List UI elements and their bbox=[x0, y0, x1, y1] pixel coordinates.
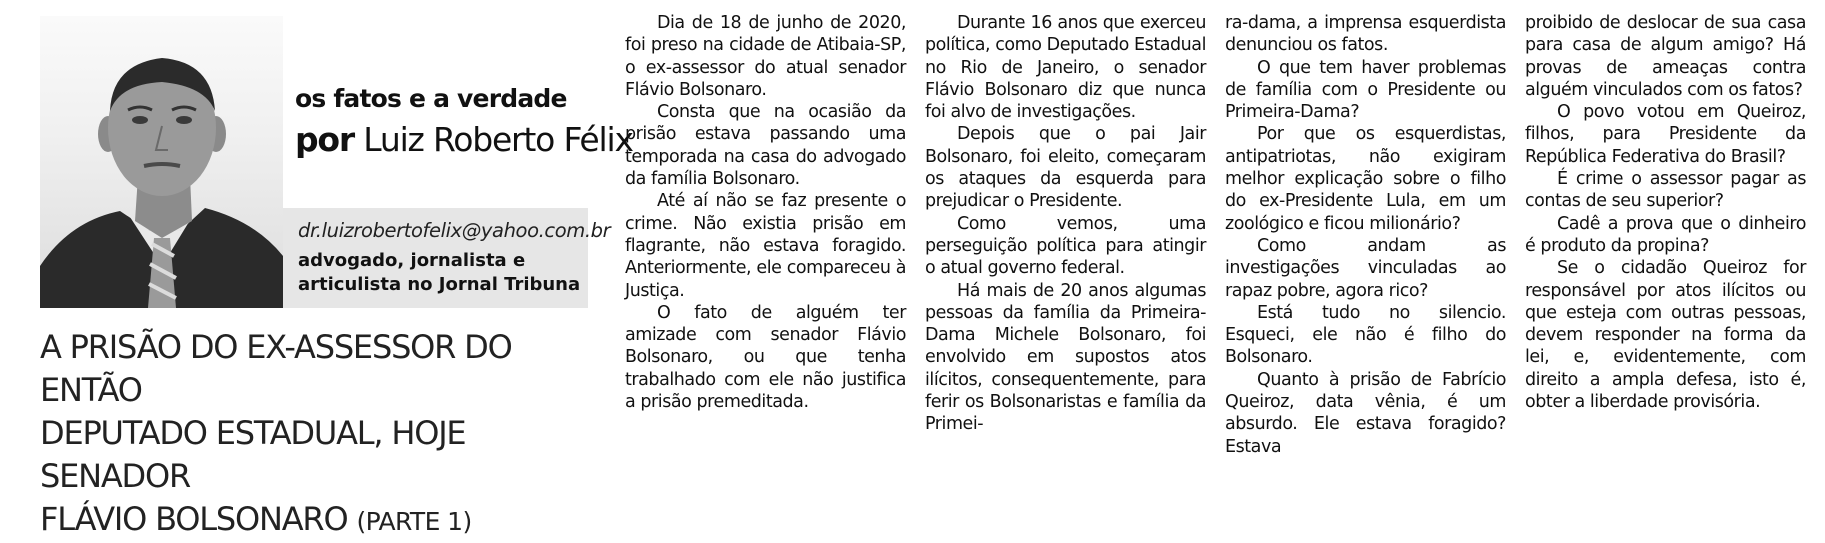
paragraph: É crime o assessor pagar as contas de seu superior? bbox=[1525, 169, 1806, 212]
author-bio bbox=[298, 249, 588, 297]
paragraph: Consta que na ocasião da prisão estava passando uma temporada na casa do advogado da família Bolsonaro. bbox=[625, 102, 906, 190]
paragraph: Como andam as investigações vinculadas ao rapaz pobre, agora rico? bbox=[1225, 235, 1506, 301]
headline-line: DEPUTADO ESTADUAL, HOJE SENADOR bbox=[40, 414, 466, 495]
paragraph: Se o cidadão Queiroz for responsável por atos ilícitos ou que esteja com outras pessoas, devem responder na forma da lei, e, evidentemente, com direito a ampla defesa, isto é, obter a liberdade provisória. bbox=[1525, 258, 1806, 413]
paragraph: Dia de 18 de junho de 2020, foi preso na cidade de Atibaia-SP, o ex-assessor do atual senador Flávio Bolsonaro. bbox=[625, 13, 906, 100]
paragraph: Durante 16 anos que exerceu política, como Deputado Estadual no Rio de Janeiro, o senador Flávio Bolsonaro diz que nunca foi alvo de investigações. bbox=[925, 13, 1206, 123]
paragraph: Como vemos, uma perseguição política para atingir o atual governo federal. bbox=[925, 213, 1206, 279]
paragraph: Depois que o pai Jair Bolsonaro, foi eleito, começaram os ataques da esquerda para prejudicar o Presidente. bbox=[925, 124, 1206, 212]
paragraph: Há mais de 20 anos algumas pessoas da família da Primeira-Dama Michele Bolsonaro, foi envolvido em supostos atos ilícitos, consequentemente, para ferir os Bolsonaristas e família da Primei- bbox=[925, 280, 1206, 435]
paragraph-continued: proibido de deslocar de sua casa para casa de algum amigo? Há provas de ameaças contra alguém vinculados com os fatos? bbox=[1525, 13, 1806, 100]
author-bio-line: articulista no Jornal Tribuna bbox=[298, 274, 581, 295]
column-tagline: os fatos e a verdade bbox=[295, 84, 567, 113]
headline-line-text: FLÁVIO BOLSONARO bbox=[40, 500, 348, 538]
paragraph: Está tudo no silencio. Esqueci, ele não é filho do Bolsonaro. bbox=[1225, 302, 1506, 368]
author-name: Luiz Roberto Félix bbox=[363, 120, 633, 159]
article-column-1 bbox=[625, 12, 906, 413]
columnist-photo bbox=[40, 16, 283, 308]
columnist-heading bbox=[295, 84, 633, 160]
article-column-3 bbox=[1225, 12, 1506, 458]
author-info-box bbox=[283, 208, 611, 308]
article-headline bbox=[40, 326, 600, 543]
paragraph: Até aí não se faz presente o crime. Não existia prisão em flagrante, não estava foragido. Anteriormente, ele compareceu à Justiça. bbox=[625, 191, 906, 301]
paragraph: Quanto à prisão de Fabrício Queiroz, data vênia, é um absurdo. Ele estava foragido? Estava bbox=[1225, 369, 1506, 457]
paragraph-continued: ra-dama, a imprensa esquerdista denunciou os fatos. bbox=[1225, 13, 1506, 56]
byline-prefix: por bbox=[295, 120, 354, 159]
paragraph: Cadê a prova que o dinheiro é produto da propina? bbox=[1525, 213, 1806, 256]
article-column-4 bbox=[1525, 12, 1806, 413]
paragraph: Por que os esquerdistas, antipatriotas, não exigiram melhor explicação sobre o filho do ex-Presidente Lula, em um zoológico e ficou milionário? bbox=[1225, 124, 1506, 234]
headline-line: A PRISÃO DO EX-ASSESSOR DO ENTÃO bbox=[40, 328, 512, 409]
paragraph: O fato de alguém ter amizade com senador Flávio Bolsonaro, ou que tenha trabalhado com ele não justifica a prisão premeditada. bbox=[625, 302, 906, 413]
byline bbox=[295, 120, 633, 160]
headline-part: (PARTE 1) bbox=[356, 507, 472, 536]
article-column-2 bbox=[925, 12, 1206, 436]
headline-line bbox=[40, 498, 600, 543]
paragraph: O povo votou em Queiroz, filhos, para Presidente da República Federativa do Brasil? bbox=[1525, 102, 1806, 167]
author-bio-line: advogado, jornalista e bbox=[298, 250, 526, 271]
paragraph: O que tem haver problemas de família com o Presidente ou Primeira-Dama? bbox=[1225, 57, 1506, 123]
author-email: dr.luizrobertofelix@yahoo.com.br bbox=[298, 219, 611, 242]
